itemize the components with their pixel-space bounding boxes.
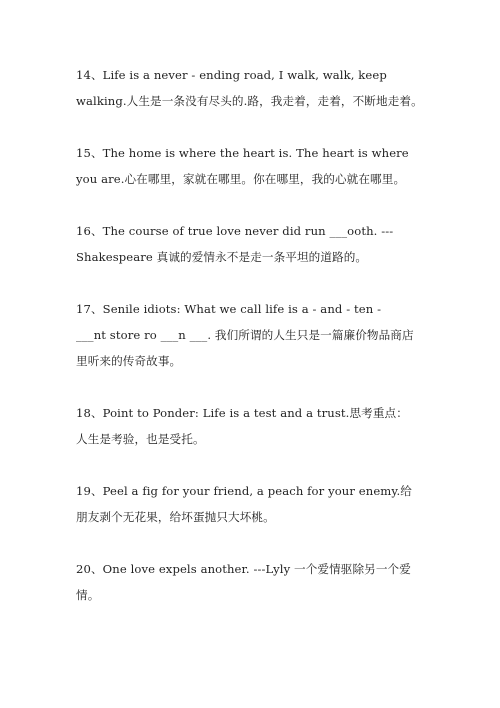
quote-line: you are.心在哪里，家就在哪里。你在哪里，我的心就在哪里。 (76, 172, 406, 186)
quote-line: 朋友剥个无花果，给坏蛋抛只大坏桃。 (76, 510, 275, 524)
quote-entry-15 (76, 140, 428, 192)
quote-entry-14 (76, 62, 428, 114)
quote-entry-17 (76, 296, 428, 374)
quote-line: ___nt store ro ___n ___. 我们所谓的人生只是一篇廉价物品商店 (76, 328, 414, 342)
quote-entry-18 (76, 400, 428, 452)
quote-line: 15、The home is where the heart is. The heart is where (76, 146, 409, 160)
quote-line: 17、Senile idiots: What we call life is a - and - ten - (76, 302, 382, 316)
quote-line: 16、The course of true love never did run ___ooth. --- (76, 224, 394, 238)
quote-line: Shakespeare 真诚的爱情永不是走一条平坦的道路的。 (76, 250, 368, 264)
quote-line: 里听来的传奇故事。 (76, 354, 182, 368)
quote-entry-16 (76, 218, 428, 270)
quote-line: 14、Life is a never - ending road, I walk, walk, keep (76, 68, 387, 82)
quote-line: 情。 (76, 588, 100, 602)
quote-line: walking.人生是一条没有尽头的.路，我走着，走着，不断地走着。 (76, 94, 423, 108)
quote-line: 18、Point to Ponder: Life is a test and a trust.思考重点： (76, 406, 408, 420)
quote-entry-20 (76, 556, 428, 608)
quote-line: 19、Peel a fig for your friend, a peach for your enemy.给 (76, 484, 412, 498)
quote-entry-19 (76, 478, 428, 530)
quote-line: 人生是考验，也是受托。 (76, 432, 205, 446)
quote-line: 20、One love expels another. ---Lyly 一个爱情驱除另一个爱 (76, 562, 411, 576)
